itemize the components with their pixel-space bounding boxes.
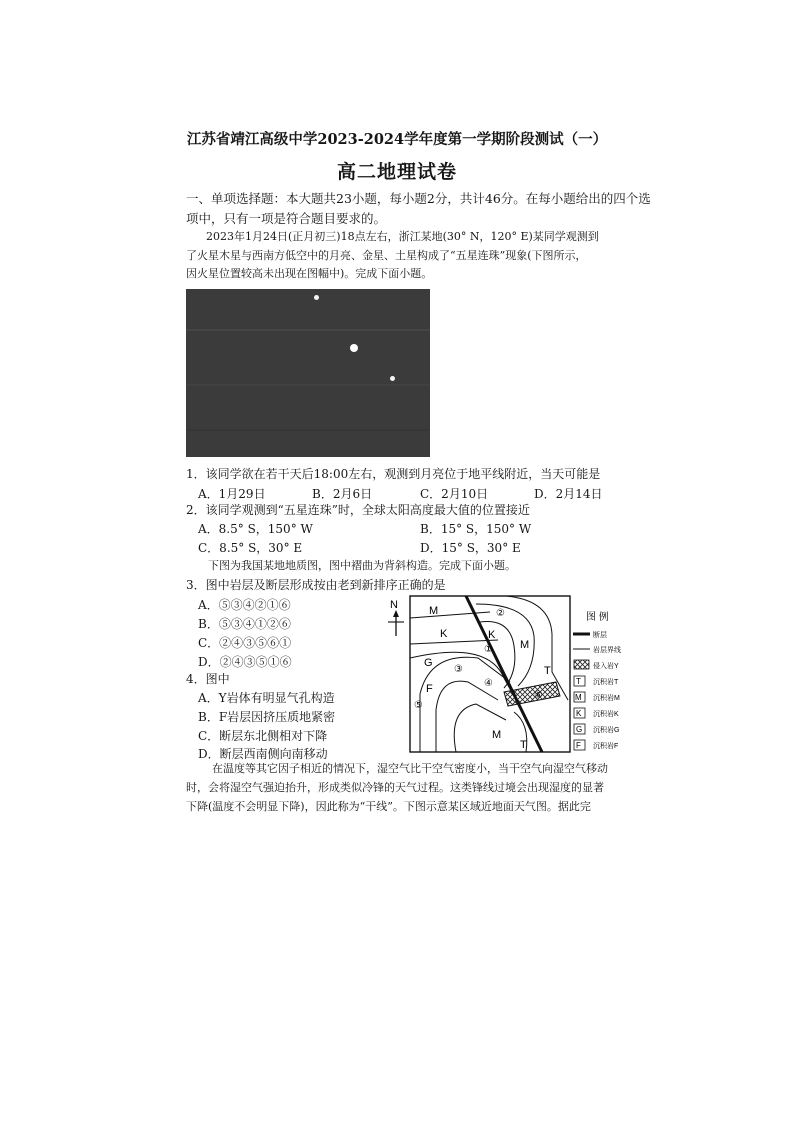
rock-label-g: G <box>424 657 433 669</box>
legend-m-code: M <box>575 693 582 702</box>
q2-option-a: A．8.5° S，150° W <box>198 522 313 536</box>
rock-label-k-east: K <box>488 629 496 641</box>
q3-stem: 3．图中岩层及断层形成按由老到新排序正确的是 <box>186 578 446 592</box>
legend-intrusion: 侵入岩Y <box>593 663 619 670</box>
boundary-line <box>454 704 506 752</box>
rock-label-t-east: T <box>544 665 551 677</box>
rock-label-m: M <box>429 605 439 617</box>
section-instruction-line1: 一、单项选择题：本大题共23小题，每小题2分，共计46分。在每小题给出的四个选 <box>186 191 651 206</box>
rock-label-m-east: M <box>520 639 530 651</box>
intro2: 下图为我国某地地质图，图中褶曲为背斜构造。完成下面小题。 <box>208 559 516 572</box>
q1-option-b: B．2月6日 <box>312 487 373 501</box>
legend-k-code: K <box>576 709 582 718</box>
legend-title: 图 例 <box>586 612 609 623</box>
marker-3: ③ <box>454 664 463 675</box>
marker-5: ⑤ <box>414 700 423 711</box>
q2-option-c: C．8.5° S，30° E <box>198 541 303 555</box>
north-arrow-icon <box>388 610 404 636</box>
marker-6: ⑥ <box>534 690 543 701</box>
intro1-line3: 因火星位置较高未出现在图幅中)。完成下面小题。 <box>186 267 433 280</box>
q4-option-c: C．断层东北侧相对下降 <box>198 729 328 743</box>
section-instruction-line2: 项中，只有一项是符合题目要求的。 <box>186 211 387 226</box>
intro1-line2: 了火星木星与西南方低空中的月亮、金星、土星构成了“五星连珠”现象(下图所示， <box>186 249 587 262</box>
exam-subtitle: 高二地理试卷 <box>336 161 457 183</box>
five-planets-photo <box>186 289 430 457</box>
exam-title: 江苏省靖江高级中学2023-2024学年度第一学期阶段测试（一） <box>186 131 608 148</box>
boundary-line <box>436 681 498 752</box>
q1-option-d: D．2月14日 <box>534 487 603 501</box>
intro3-line3: 下降(温度不会明显下降)，因此称为“干线”。下图示意某区域近地面天气图。据此完 <box>186 800 591 813</box>
q2-stem: 2．该同学观测到“五星连珠”时，全球太阳高度最大值的位置接近 <box>186 503 530 517</box>
legend-g-code: G <box>576 725 583 734</box>
geologic-map <box>380 592 640 760</box>
q1-option-a: A．1月29日 <box>198 487 266 501</box>
planet-dot <box>314 295 319 300</box>
q3-option-d: D．②④③⑤①⑥ <box>198 655 292 669</box>
moon-dot <box>350 344 358 352</box>
planet-dot <box>390 376 395 381</box>
q4-option-a: A．Y岩体有明显气孔构造 <box>198 691 335 705</box>
rock-label-k: K <box>440 628 448 640</box>
q2-option-d: D．15° S，30° E <box>420 541 521 555</box>
legend-k: 沉积岩K <box>593 711 619 718</box>
legend-intrusion-symbol <box>574 660 589 669</box>
intro3-line2: 时，会将湿空气强迫抬升，形成类似冷锋的天气过程。这类锋线过境会出现湿度的显著 <box>186 781 604 794</box>
q3-option-b: B．⑤③④①②⑥ <box>198 617 291 631</box>
legend-f-code: F <box>576 741 581 750</box>
north-label: N <box>390 599 398 611</box>
q1-stem: 1．该同学欲在若干天后18:00左右，观测到月亮位于地平线附近，当天可能是 <box>186 467 601 481</box>
fault-line <box>466 596 542 752</box>
rock-label-f: F <box>426 683 433 695</box>
q4-option-d: D．断层西南侧向南移动 <box>198 747 328 761</box>
intro1-line1: 2023年1月24日(正月初三)18点左右，浙江某地(30° N，120° E)某同学观测到 <box>206 230 599 243</box>
legend-fault: 断层 <box>593 632 607 639</box>
legend-t-code: T <box>576 677 581 686</box>
legend-g: 沉积岩G <box>593 727 620 734</box>
q4-option-b: B．F岩层因挤压质地紧密 <box>198 710 336 724</box>
intro3-line1: 在温度等其它因子相近的情况下，湿空气比干空气密度小，当干空气向湿空气移动 <box>212 762 608 775</box>
rock-label-m-south: M <box>492 729 502 741</box>
q3-option-c: C．②④③⑤⑥① <box>198 636 292 650</box>
q3-option-a: A．⑤③④②①⑥ <box>198 598 291 612</box>
q2-option-b: B．15° S，150° W <box>420 522 532 536</box>
legend-m: 沉积岩M <box>593 695 620 702</box>
rock-label-t-south: T <box>520 739 527 751</box>
legend-f: 沉积岩F <box>593 743 619 750</box>
marker-4: ④ <box>484 678 493 689</box>
marker-2: ② <box>496 608 505 619</box>
q1-option-c: C．2月10日 <box>420 487 489 501</box>
legend-t: 沉积岩T <box>593 679 619 686</box>
legend-boundary: 岩层界线 <box>593 647 621 654</box>
marker-1: ① <box>484 644 493 655</box>
q4-stem: 4．图中 <box>186 672 230 686</box>
boundary-line <box>410 612 490 618</box>
